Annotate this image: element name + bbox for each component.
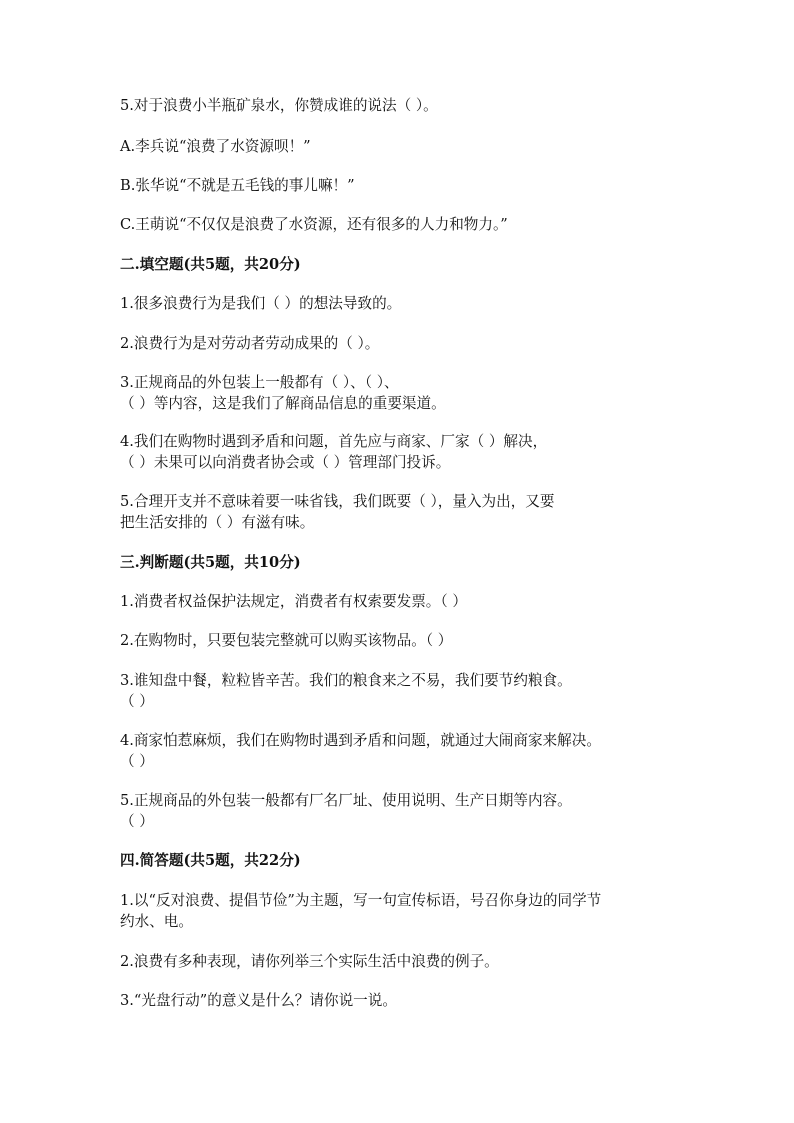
q1-5-option-b: B.张华说“不就是五毛钱的事儿嘛！” xyxy=(120,177,355,194)
q4-1-line2: 约水、电。 xyxy=(120,913,193,930)
q3-5-line2: （ ） xyxy=(120,813,154,830)
q2-1: 1.很多浪费行为是我们（ ）的想法导致的。 xyxy=(120,295,402,312)
q4-2: 2.浪费有多种表现，请你列举三个实际生活中浪费的例子。 xyxy=(120,953,499,970)
q4-3: 3.“光盘行动”的意义是什么？请你说一说。 xyxy=(120,992,397,1009)
q2-5-line1: 5.合理开支并不意味着要一味省钱，我们既要（ ），量入为出，又要 xyxy=(120,493,555,510)
q2-3-line1: 3.正规商品的外包装上一般都有（ ）、（ ）、 xyxy=(120,374,399,391)
section-2-heading: 二.填空题(共5题，共20分) xyxy=(120,256,301,273)
q3-3-line1: 3.谁知盘中餐，粒粒皆辛苦。我们的粮食来之不易，我们要节约粮食。 xyxy=(120,672,572,689)
q2-3-line2: （ ）等内容，这是我们了解商品信息的重要渠道。 xyxy=(120,395,446,412)
q1-5-option-c: C.王萌说“不仅仅是浪费了水资源，还有很多的人力和物力。” xyxy=(120,216,508,233)
q3-5-line1: 5.正规商品的外包装一般都有厂名厂址、使用说明、生产日期等内容。 xyxy=(120,792,572,809)
q1-5-option-a: A.李兵说“浪费了水资源呗！” xyxy=(120,138,311,155)
q3-1: 1.消费者权益保护法规定，消费者有权索要发票。（ ） xyxy=(120,593,467,610)
q3-4-line2: （ ） xyxy=(120,753,154,770)
q4-1-line1: 1.以“反对浪费、提倡节俭”为主题，写一句宣传标语，号召你身边的同学节 xyxy=(120,892,602,909)
q1-5-stem: 5.对于浪费小半瓶矿泉水，你赞成谁的说法（ ）。 xyxy=(120,97,438,114)
section-3-heading: 三.判断题(共5题，共10分) xyxy=(120,554,301,571)
q2-4-line1: 4.我们在购物时遇到矛盾和问题，首先应与商家、厂家（ ）解决， xyxy=(120,433,548,450)
q2-5-line2: 把生活安排的（ ）有滋有味。 xyxy=(120,514,315,531)
q3-2: 2.在购物时，只要包装完整就可以购买该物品。（ ） xyxy=(120,632,453,649)
q2-4-line2: （ ）未果可以向消费者协会或（ ）管理部门投诉。 xyxy=(120,454,451,471)
q3-3-line2: （ ） xyxy=(120,693,154,710)
q2-2: 2.浪费行为是对劳动者劳动成果的（ ）。 xyxy=(120,335,380,352)
section-4-heading: 四.简答题(共5题，共22分) xyxy=(120,852,301,869)
q3-4-line1: 4.商家怕惹麻烦，我们在购物时遇到矛盾和问题，就通过大闹商家来解决。 xyxy=(120,732,601,749)
